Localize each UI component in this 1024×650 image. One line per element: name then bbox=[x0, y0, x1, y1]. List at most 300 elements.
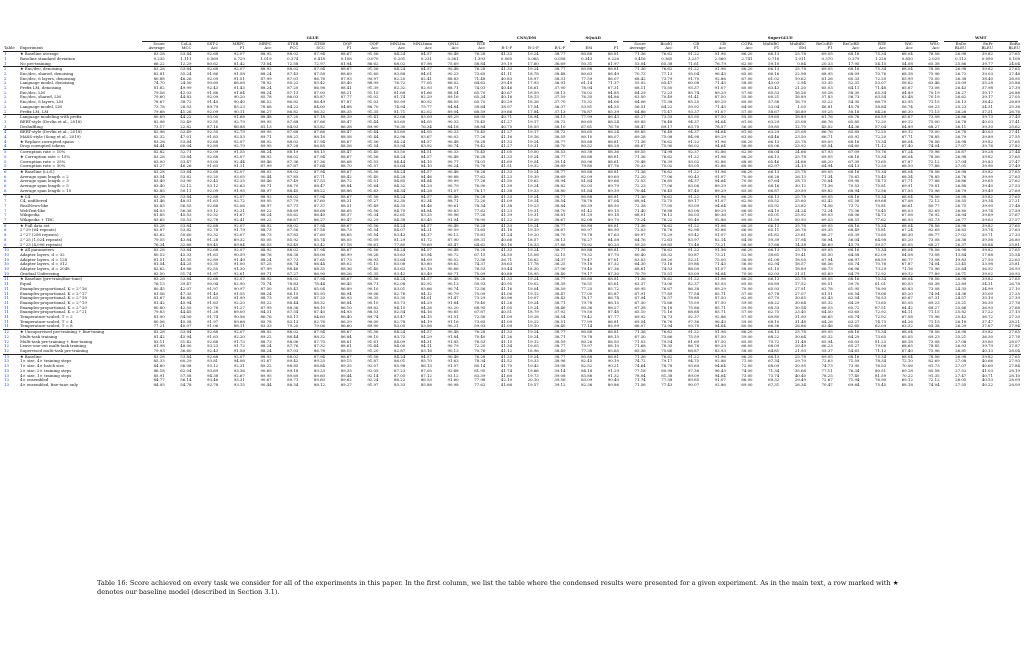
table-ref-cell[interactable]: 7 bbox=[4, 199, 7, 204]
score-cell: 60.00 bbox=[741, 100, 753, 105]
score-cell: 72.20 bbox=[474, 344, 486, 349]
score-cell: 88.10 bbox=[313, 305, 326, 310]
score-cell: 89.25 bbox=[313, 359, 326, 364]
baseline-star-icon: ★ bbox=[20, 51, 24, 57]
score-cell: 92.09 bbox=[192, 150, 219, 155]
table-ref-cell[interactable]: 2 bbox=[3, 67, 19, 72]
table-ref-cell[interactable]: 11 bbox=[4, 300, 9, 305]
score-cell: 41.24 bbox=[500, 233, 513, 238]
score-cell: 87.64 bbox=[313, 164, 326, 169]
score-cell: 39.14 bbox=[554, 368, 566, 373]
score-cell: 93.05 bbox=[233, 174, 245, 179]
table-ref-cell[interactable]: 10 bbox=[4, 252, 9, 257]
score-cell: 42.07 bbox=[180, 286, 192, 291]
score-cell: 91.07 bbox=[714, 233, 726, 238]
score-cell: 76.62 bbox=[647, 248, 674, 253]
score-cell: 77.59 bbox=[581, 76, 593, 81]
score-cell: 36.30 bbox=[981, 300, 993, 305]
table-ref-cell[interactable]: 2 bbox=[4, 104, 7, 109]
score-cell: 89.16 bbox=[447, 95, 459, 100]
score-cell: 39.77 bbox=[981, 61, 993, 66]
score-cell: 91.54 bbox=[367, 144, 379, 149]
table-ref-cell[interactable]: 7 bbox=[3, 194, 19, 199]
score-cell: 65.74 bbox=[848, 315, 860, 320]
score-cell: 84.32 bbox=[394, 184, 406, 189]
score-cell: 87.99 bbox=[260, 267, 272, 272]
score-cell: 39.83 bbox=[981, 159, 993, 164]
table-ref-cell[interactable]: 8 bbox=[4, 242, 7, 247]
score-cell: 87.32 bbox=[607, 262, 619, 267]
score-cell: 74.98 bbox=[647, 150, 674, 155]
score-cell: 88.22 bbox=[313, 188, 326, 193]
score-cell: 25.82 bbox=[955, 310, 967, 315]
score-cell: 36.25 bbox=[554, 262, 566, 267]
score-cell: 80.26 bbox=[581, 339, 593, 344]
table-ref-cell[interactable]: 8 bbox=[4, 228, 7, 233]
table-ref-cell[interactable]: 2 bbox=[4, 90, 7, 95]
experiment-name: 2^23 (4,096 repeats) bbox=[20, 242, 63, 247]
score-cell: 36.30 bbox=[981, 334, 993, 339]
score-cell: 84.09 bbox=[394, 339, 406, 344]
table-ref-cell[interactable]: 13 bbox=[3, 354, 19, 359]
score-cell: 26.87 bbox=[941, 150, 968, 155]
experiment-name: Enc/dec, 6 layers, denoising bbox=[20, 76, 76, 81]
score-cell: 70.47 bbox=[821, 382, 833, 387]
score-cell: 66.36 bbox=[768, 324, 780, 329]
score-cell: 69.05 bbox=[807, 330, 834, 335]
score-cell: 68.09 bbox=[768, 364, 780, 369]
score-cell: 88.02 bbox=[273, 52, 300, 57]
score-cell: 84.22 bbox=[287, 104, 299, 109]
table-ref-cell[interactable]: 2 bbox=[4, 76, 7, 81]
score-cell: 63.29 bbox=[768, 119, 780, 124]
score-cell: 83.97 bbox=[687, 237, 700, 242]
metric-unit: R-1-F bbox=[486, 46, 513, 51]
score-cell: 83.82 bbox=[313, 124, 326, 129]
table-ref-cell[interactable]: 11 bbox=[4, 286, 9, 291]
table-ref-cell[interactable]: 7 bbox=[4, 208, 7, 213]
table-ref-cell[interactable]: 11 bbox=[4, 291, 9, 296]
score-cell: 46.69 bbox=[821, 242, 833, 247]
score-cell: 94.38 bbox=[207, 373, 219, 378]
score-cell: 69.85 bbox=[661, 242, 673, 247]
table-ref-cell[interactable]: 13 bbox=[4, 368, 9, 373]
score-cell: 81.72 bbox=[420, 237, 432, 242]
table-ref-cell[interactable]: 3 bbox=[3, 115, 19, 120]
score-cell: 85.72 bbox=[607, 286, 619, 291]
table-ref-cell[interactable]: 4 bbox=[4, 135, 7, 140]
score-cell: 78.78 bbox=[581, 199, 593, 204]
score-cell: 78.56 bbox=[914, 223, 941, 228]
score-cell: 33.98 bbox=[981, 262, 993, 267]
score-cell: 40.95 bbox=[500, 282, 513, 287]
score-cell: 68.04 bbox=[887, 169, 914, 174]
score-cell: 31.48 bbox=[794, 339, 806, 344]
score-cell: 82.96 bbox=[139, 130, 166, 135]
score-cell: 91.22 bbox=[673, 277, 700, 282]
score-cell: 66.13 bbox=[754, 277, 781, 282]
score-cell: 69.17 bbox=[661, 124, 673, 129]
score-cell: 88.35 bbox=[313, 267, 326, 272]
table-ref-cell[interactable]: 7 bbox=[4, 218, 7, 223]
score-cell: 79.06 bbox=[874, 291, 887, 296]
score-cell: 39.82 bbox=[967, 223, 994, 228]
metric-unit: Experiment bbox=[19, 46, 139, 51]
score-cell: 75.59 bbox=[687, 334, 700, 339]
table-ref-cell[interactable]: 11 bbox=[4, 324, 9, 329]
score-cell: 88.24 bbox=[260, 257, 272, 262]
score-cell: 65.27 bbox=[620, 115, 647, 120]
score-cell: 88.81 bbox=[593, 52, 620, 57]
score-cell: 86.22 bbox=[394, 378, 406, 383]
score-cell: 71.12 bbox=[874, 349, 887, 353]
score-cell: 19.31 bbox=[527, 208, 539, 213]
table-ref-cell[interactable]: 12 bbox=[4, 339, 9, 344]
score-cell: 79.32 bbox=[581, 252, 593, 257]
table-ref-cell[interactable]: 12 bbox=[4, 349, 9, 353]
score-cell: 72.56 bbox=[474, 315, 486, 320]
baseline-star-icon: ★ bbox=[20, 223, 24, 228]
score-cell: 68.51 bbox=[848, 218, 860, 223]
score-cell: 25.78 bbox=[780, 194, 807, 199]
score-cell: 64.42 bbox=[901, 305, 913, 310]
score-cell: 26.94 bbox=[955, 213, 967, 218]
table-ref-cell[interactable]: 1 bbox=[3, 52, 19, 57]
metric-unit: Acc bbox=[353, 46, 380, 51]
score-cell: 79.55 bbox=[153, 237, 165, 242]
score-cell: 72.20 bbox=[860, 130, 887, 135]
score-cell: 65.01 bbox=[768, 213, 780, 218]
score-cell: 85.58 bbox=[928, 368, 940, 373]
experiment-name: Temperature-scaled, T = 4 bbox=[20, 319, 73, 324]
score-cell: 72.12 bbox=[928, 378, 940, 383]
table-ref-cell[interactable]: 4 bbox=[4, 144, 7, 149]
score-cell: 83.00 bbox=[153, 159, 165, 164]
score-cell: 75.96 bbox=[928, 267, 940, 272]
score-cell: 94.64 bbox=[714, 203, 726, 208]
score-cell: 31.90 bbox=[794, 315, 806, 320]
score-cell: 27.65 bbox=[994, 248, 1021, 253]
table-ref-cell[interactable]: 10 bbox=[4, 257, 9, 262]
table-ref-cell[interactable]: 2 bbox=[4, 71, 7, 76]
score-cell: 38.72 bbox=[180, 100, 192, 105]
table-ref-cell[interactable]: 13 bbox=[4, 359, 9, 364]
score-cell: 87.37 bbox=[313, 203, 326, 208]
table-ref-cell[interactable]: 7 bbox=[4, 213, 7, 218]
score-cell: 44.45 bbox=[180, 310, 192, 315]
score-cell: 83.28 bbox=[139, 330, 166, 335]
score-cell: 86.76 bbox=[313, 76, 326, 81]
table-ref-cell[interactable]: 13 bbox=[4, 378, 9, 383]
score-cell: 83.28 bbox=[139, 194, 166, 199]
score-cell: 86.90 bbox=[313, 271, 326, 276]
score-cell: 91.11 bbox=[233, 164, 245, 169]
score-cell: 26.93 bbox=[1008, 267, 1020, 272]
score-cell: 81.84 bbox=[581, 179, 593, 184]
table-ref-cell[interactable]: 8 bbox=[4, 237, 7, 242]
score-cell: 46.85 bbox=[180, 296, 192, 301]
score-cell: 89.71 bbox=[260, 184, 272, 189]
table-ref-cell[interactable]: 8 bbox=[4, 233, 7, 238]
table-ref-cell[interactable]: 12 bbox=[4, 334, 9, 339]
score-cell: 88.65 bbox=[340, 208, 352, 213]
score-cell: 76.02 bbox=[581, 90, 593, 95]
score-cell: 75.96 bbox=[928, 315, 940, 320]
score-cell: 88.92 bbox=[246, 277, 273, 282]
score-cell: 83.09 bbox=[581, 378, 593, 383]
table-ref-cell[interactable]: 11 bbox=[4, 319, 9, 324]
score-cell: 26.98 bbox=[955, 154, 967, 159]
score-cell: 91.00 bbox=[233, 262, 245, 267]
table-ref-cell[interactable]: 3 bbox=[4, 119, 7, 124]
table-ref-cell[interactable]: 13 bbox=[4, 364, 9, 369]
score-cell: 65.20 bbox=[901, 237, 913, 242]
table-ref-cell[interactable]: 10 bbox=[4, 267, 9, 272]
score-cell: 37.66 bbox=[554, 242, 566, 247]
score-cell: 39.08 bbox=[554, 364, 566, 369]
score-cell: 61.97 bbox=[607, 61, 619, 66]
score-cell: 69.05 bbox=[807, 248, 834, 253]
score-cell: 89.39 bbox=[607, 188, 619, 193]
score-cell: 71.36 bbox=[620, 194, 647, 199]
score-cell: 68.16 bbox=[834, 330, 861, 335]
score-cell: 88.67 bbox=[326, 248, 353, 253]
table-ref-cell[interactable]: 3 bbox=[4, 124, 7, 129]
score-cell: 89.71 bbox=[260, 135, 272, 140]
score-cell: 87.48 bbox=[607, 310, 619, 315]
table-ref-cell[interactable]: 10 bbox=[4, 271, 9, 276]
score-cell: 67.38 bbox=[634, 305, 646, 310]
score-cell: 19.24 bbox=[527, 154, 539, 159]
score-cell: 92.86 bbox=[714, 228, 726, 233]
score-cell: 75.00 bbox=[928, 76, 940, 81]
table-ref-cell[interactable]: 13 bbox=[4, 373, 9, 378]
score-cell: 26.98 bbox=[941, 52, 968, 57]
score-cell: 94.37 bbox=[687, 179, 700, 184]
table-ref-cell[interactable]: 2 bbox=[4, 95, 7, 100]
score-cell: 88.69 bbox=[340, 71, 352, 76]
table-ref-cell[interactable]: 11 bbox=[4, 282, 9, 287]
score-cell: 38.77 bbox=[540, 248, 567, 253]
table-ref-cell[interactable]: 10 bbox=[3, 248, 19, 253]
table-ref-cell[interactable]: 6 bbox=[4, 174, 7, 179]
score-cell: 75.34 bbox=[860, 248, 887, 253]
score-cell: 86.82 bbox=[287, 109, 299, 114]
score-cell: 80.65 bbox=[567, 130, 594, 135]
score-cell: 26.81 bbox=[955, 349, 967, 353]
score-cell: 50.93 bbox=[794, 218, 806, 223]
score-cell: 27.33 bbox=[1008, 233, 1020, 238]
score-cell: 80.88 bbox=[581, 139, 593, 144]
score-cell: 74.01 bbox=[474, 86, 486, 91]
table-ref-cell[interactable]: 5 bbox=[4, 159, 7, 164]
score-cell: 76.28 bbox=[460, 277, 487, 282]
score-cell: 75.77 bbox=[420, 104, 432, 109]
score-cell: 40.96 bbox=[500, 296, 513, 301]
score-cell: 90.44 bbox=[260, 382, 272, 387]
score-cell: 84.98 bbox=[687, 135, 700, 140]
table-ref-cell[interactable]: 11 bbox=[4, 310, 9, 315]
score-cell: 38.77 bbox=[540, 277, 567, 282]
score-cell: 77.13 bbox=[661, 71, 673, 76]
table-ref-cell[interactable]: 11 bbox=[3, 277, 19, 282]
table-ref-cell[interactable]: 8 bbox=[3, 223, 19, 228]
score-cell: 74.04 bbox=[928, 144, 940, 149]
score-cell: 0.850 bbox=[901, 56, 913, 61]
score-cell: 27.07 bbox=[955, 364, 967, 369]
score-cell: 28.09 bbox=[1008, 382, 1020, 387]
table-ref-cell[interactable]: 12 bbox=[4, 344, 9, 349]
table-ref-cell[interactable]: 11 bbox=[4, 315, 9, 320]
table-ref-cell[interactable]: 4 bbox=[4, 139, 7, 144]
score-cell: 91.67 bbox=[260, 359, 272, 364]
table-ref-cell[interactable]: 6 bbox=[4, 188, 7, 193]
score-cell: 24.66 bbox=[794, 159, 806, 164]
score-cell: 26.98 bbox=[941, 169, 968, 174]
table-ref-cell[interactable]: 6 bbox=[4, 184, 7, 189]
experiment-cell bbox=[19, 383, 139, 388]
table-ref-cell[interactable]: 12 bbox=[3, 330, 19, 335]
score-cell: 28.05 bbox=[955, 378, 967, 383]
table-ref-cell[interactable]: 1 bbox=[4, 56, 7, 61]
score-cell: 84.37 bbox=[420, 233, 432, 238]
score-cell: 88.97 bbox=[260, 188, 272, 193]
score-cell: 92.29 bbox=[367, 218, 379, 223]
metric-name: SST-2 bbox=[207, 41, 219, 46]
score-cell: 79.78 bbox=[581, 334, 593, 339]
score-cell: 67.08 bbox=[901, 199, 913, 204]
score-cell: 90.61 bbox=[367, 242, 379, 247]
score-cell: 25.66 bbox=[955, 305, 967, 310]
score-cell: 91.41 bbox=[353, 115, 380, 120]
score-cell: 40.66 bbox=[981, 359, 993, 364]
score-cell: 90.99 bbox=[447, 179, 459, 184]
score-cell: 91.56 bbox=[353, 354, 380, 359]
score-cell: 70.79 bbox=[634, 271, 646, 276]
table-ref-cell[interactable]: 6 bbox=[3, 169, 19, 174]
score-cell: 0.108 bbox=[1008, 56, 1020, 61]
table-ref-cell[interactable]: 2 bbox=[4, 81, 7, 86]
table-ref-cell[interactable]: 2 bbox=[4, 109, 7, 114]
score-cell: 66.00 bbox=[741, 228, 753, 233]
score-cell: 38.53 bbox=[540, 150, 567, 155]
score-cell: 87.79 bbox=[287, 199, 299, 204]
score-cell: 65.46 bbox=[768, 159, 780, 164]
score-cell: 91.41 bbox=[687, 95, 700, 100]
score-cell: 72.20 bbox=[874, 119, 887, 124]
score-cell: 27.67 bbox=[1008, 213, 1020, 218]
score-cell: 88.39 bbox=[326, 115, 353, 120]
score-cell: 41.50 bbox=[500, 179, 513, 184]
table-ref-cell[interactable]: 1 bbox=[4, 61, 7, 66]
score-cell: 69.95 bbox=[634, 286, 646, 291]
score-cell: 38.77 bbox=[540, 223, 567, 228]
table-ref-cell[interactable]: 4 bbox=[3, 130, 19, 135]
score-cell: 0.418 bbox=[313, 56, 326, 61]
score-cell: 73.24 bbox=[634, 218, 646, 223]
score-cell: 26.13 bbox=[794, 174, 806, 179]
baseline-star-icon: ★ bbox=[20, 169, 24, 174]
score-cell: 91.35 bbox=[928, 373, 940, 378]
experiment-name: Unsupervised pre-training + fine-tuning bbox=[24, 329, 105, 335]
score-cell: 87.28 bbox=[287, 144, 299, 149]
score-cell: 83.83 bbox=[153, 203, 165, 208]
score-cell: 76.28 bbox=[474, 154, 486, 159]
score-cell: 85.11 bbox=[287, 315, 299, 320]
score-cell: 91.07 bbox=[714, 199, 726, 204]
table-ref-cell[interactable]: 11 bbox=[4, 305, 9, 310]
table-ref-cell[interactable]: 5 bbox=[4, 154, 7, 159]
metric-name: MRPC bbox=[232, 41, 245, 46]
score-cell: 91.63 bbox=[367, 188, 379, 193]
score-cell: 67.30 bbox=[634, 334, 646, 339]
table-ref-cell[interactable]: 5 bbox=[4, 164, 7, 169]
score-cell: 81.84 bbox=[581, 188, 593, 193]
score-cell: 89.46 bbox=[260, 159, 272, 164]
score-cell: 84.51 bbox=[406, 150, 433, 155]
score-cell: 76.67 bbox=[661, 286, 673, 291]
score-cell: 25.78 bbox=[780, 223, 807, 228]
score-cell: 27.41 bbox=[1008, 119, 1020, 124]
table-ref-cell[interactable]: 10 bbox=[4, 262, 9, 267]
score-cell: 65.03 bbox=[821, 86, 833, 91]
experiment-name: 2^29 (64 repeats) bbox=[20, 228, 56, 233]
table-ref-cell[interactable]: 13 bbox=[4, 382, 9, 387]
table-ref-cell[interactable]: 7 bbox=[4, 203, 7, 208]
score-cell: 71.74 bbox=[634, 378, 646, 383]
score-cell: 82.41 bbox=[420, 76, 432, 81]
score-cell: 88.24 bbox=[593, 130, 620, 135]
score-cell: 66.20 bbox=[727, 248, 754, 253]
score-cell: 89.70 bbox=[607, 218, 619, 223]
score-cell: 86.52 bbox=[260, 100, 272, 105]
score-cell: 19.17 bbox=[527, 119, 539, 124]
metric-unit: Average bbox=[620, 46, 647, 51]
table-ref-cell[interactable]: 5 bbox=[3, 150, 19, 155]
score-cell: 87.71 bbox=[287, 203, 299, 208]
score-cell: 77.38 bbox=[581, 349, 593, 353]
score-cell: 68.02 bbox=[394, 61, 406, 66]
score-cell: 80.88 bbox=[567, 52, 594, 57]
table-ref-cell[interactable]: 2 bbox=[4, 86, 7, 91]
table-ref-cell[interactable]: 6 bbox=[4, 179, 7, 184]
score-cell: 80.10 bbox=[581, 135, 593, 140]
score-cell: 81.46 bbox=[153, 199, 165, 204]
score-cell: 51.59 bbox=[768, 218, 780, 223]
score-cell: 28.75 bbox=[794, 179, 806, 184]
score-cell: 82.66 bbox=[379, 115, 406, 120]
score-cell: 77.88 bbox=[928, 164, 940, 169]
score-cell: 90.35 bbox=[367, 296, 379, 301]
score-cell: 39.69 bbox=[981, 213, 993, 218]
score-cell: 86.49 bbox=[313, 100, 326, 105]
score-cell: 64.50 bbox=[821, 310, 833, 315]
table-ref-cell[interactable]: 2 bbox=[4, 100, 7, 105]
score-cell: 92.43 bbox=[207, 86, 219, 91]
score-cell: 27.76 bbox=[1008, 300, 1020, 305]
score-cell: 83.73 bbox=[394, 334, 406, 339]
score-cell: 91.96 bbox=[700, 67, 727, 72]
score-cell: 40.71 bbox=[981, 373, 993, 378]
score-cell: 48.01 bbox=[180, 199, 192, 204]
table-ref-cell[interactable]: 11 bbox=[4, 296, 9, 301]
score-cell: 87.65 bbox=[313, 257, 326, 262]
score-cell: 58.61 bbox=[768, 252, 780, 257]
score-cell: 26.98 bbox=[941, 354, 968, 359]
score-cell: 91.22 bbox=[673, 67, 700, 72]
score-cell: 74.73 bbox=[874, 319, 887, 324]
score-cell: 83.43 bbox=[394, 233, 406, 238]
